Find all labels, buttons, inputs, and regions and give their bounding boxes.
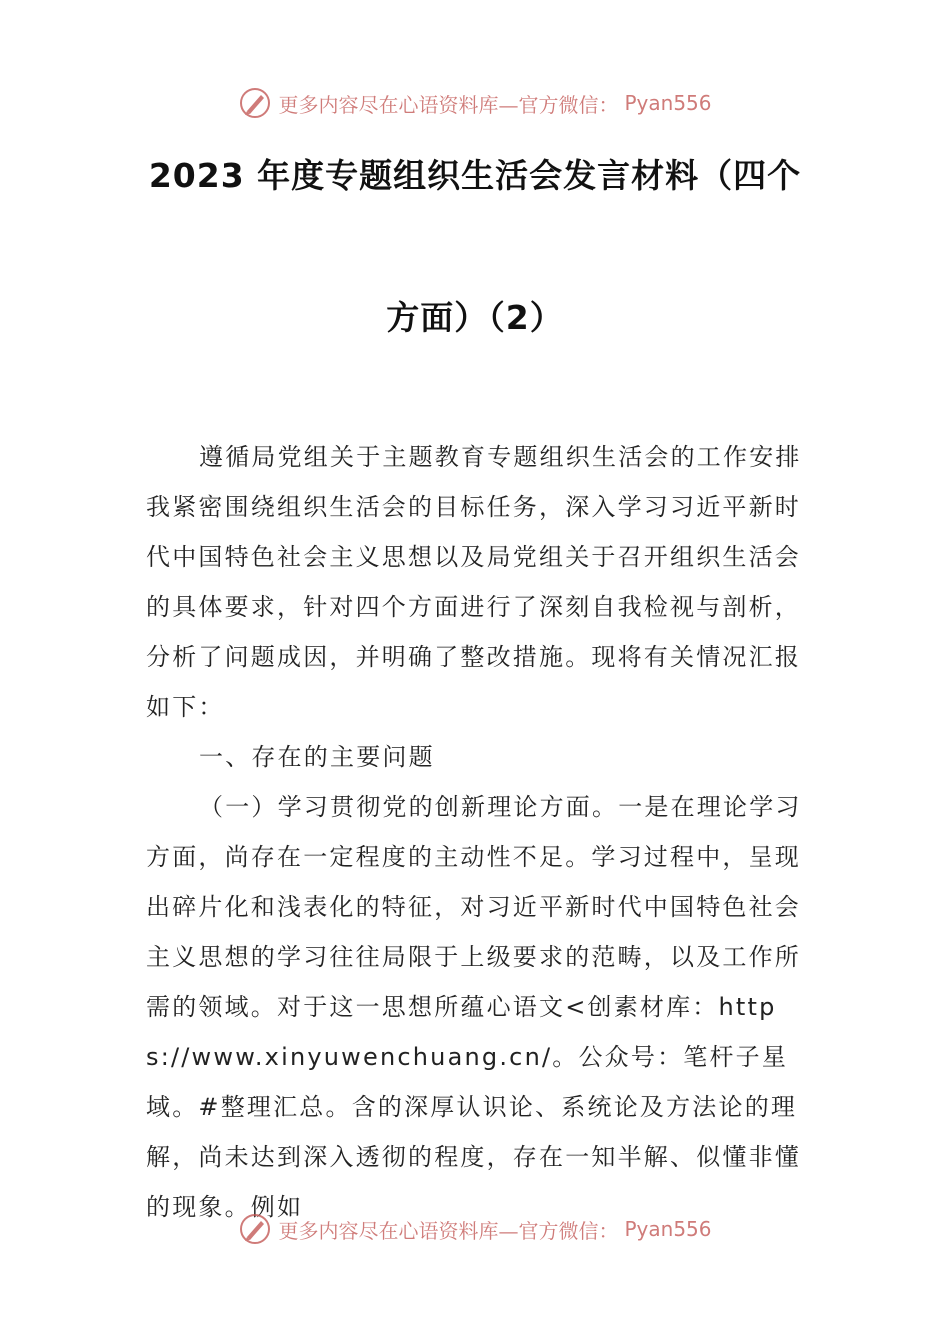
- pen-logo-icon: [238, 86, 272, 120]
- section-heading: 一、存在的主要问题: [199, 743, 435, 771]
- document-body: [146, 432, 806, 1232]
- document-title-line-1: 2023 年度专题组织生活会发言材料（四个: [148, 156, 802, 195]
- watermark-wechat-id: Pyan556: [624, 91, 712, 115]
- item-paragraph: （一）学习贯彻党的创新理论方面。一是在理论学习方面，尚存在一定程度的主动性不足。学习过程中，呈现出碎片化和浅表化的特征，对习近平新时代中国特色社会主义思想的学习往往局限于上级要求的范畴，以及工作所需的领域。对于这一思想所蕴心语文<创素材库：https://www.xinyuwenchuang.cn/。公众号：笔杆子星域。#整理汇总。含的深厚认识论、系统论及方法论的理解，尚未达到深入透彻的程度，存在一知半解、似懂非懂的现象。例如: [146, 793, 802, 1221]
- watermark-text: 更多内容尽在心语资料库—官方微信：: [278, 1218, 619, 1243]
- watermark-wechat-id: Pyan556: [624, 1217, 712, 1241]
- intro-paragraph: 遵循局党组关于主题教育专题组织生活会的工作安排我紧密围绕组织生活会的目标任务，深入学习习近平新时代中国特色社会主义思想以及局党组关于召开组织生活会的具体要求，针对四个方面进行了深刻自我检视与剖析，分析了问题成因，并明确了整改措施。现将有关情况汇报如下：: [146, 443, 802, 721]
- watermark-text: 更多内容尽在心语资料库—官方微信：: [278, 92, 619, 117]
- watermark-footer: [0, 1212, 950, 1246]
- document-title-line-2: 方面）（2）: [386, 298, 564, 337]
- watermark-header: [0, 86, 950, 120]
- pen-logo-icon: [238, 1212, 272, 1246]
